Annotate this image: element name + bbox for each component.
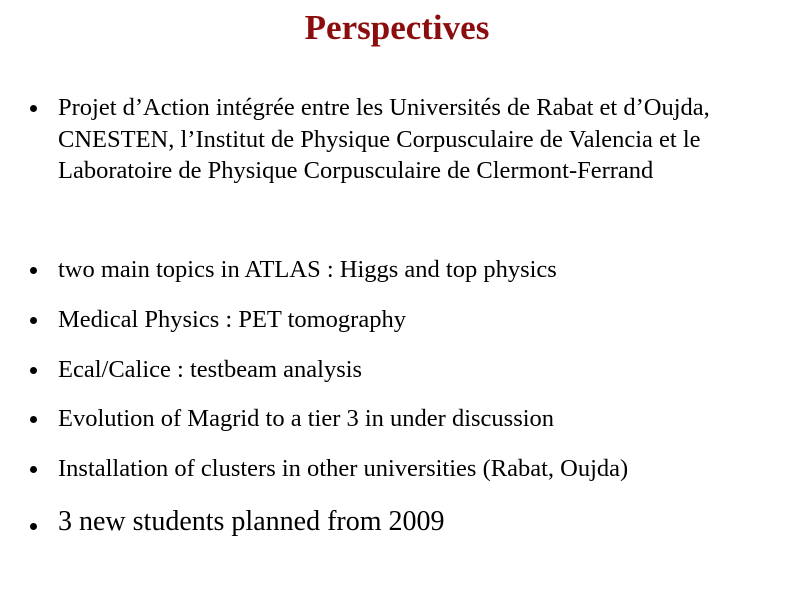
- bullet-text: Installation of clusters in other universities (Rabat, Oujda): [58, 455, 629, 482]
- bullet-dot-icon: [29, 267, 39, 277]
- bullet-dot-icon: [29, 466, 39, 476]
- bullet-dot-icon: [29, 523, 39, 533]
- bullet-text: Ecal/Calice : testbeam analysis: [58, 356, 363, 383]
- slide-title: Perspectives: [304, 8, 490, 47]
- bullet-dot-icon: [29, 367, 39, 377]
- bullet-dot-icon: [29, 317, 39, 327]
- bullet-text: Evolution of Magrid to a tier 3 in under discussion: [58, 405, 555, 432]
- bullet-dot-icon: [29, 105, 39, 115]
- bullet-dot-icon: [29, 416, 39, 426]
- bullet-text: 3 new students planned from 2009: [58, 506, 445, 537]
- bullet-text: two main topics in ATLAS : Higgs and top physics: [58, 256, 557, 283]
- bullet-text: Medical Physics : PET tomography: [58, 306, 406, 333]
- bullet-text: Projet d’Action intégrée entre les Universités de Rabat et d’Oujda, CNESTEN, l’Institut de Physique Corpusculaire de Valencia et le Laboratoire de Physique Corpusculaire de Clermont-Ferrand: [58, 94, 710, 184]
